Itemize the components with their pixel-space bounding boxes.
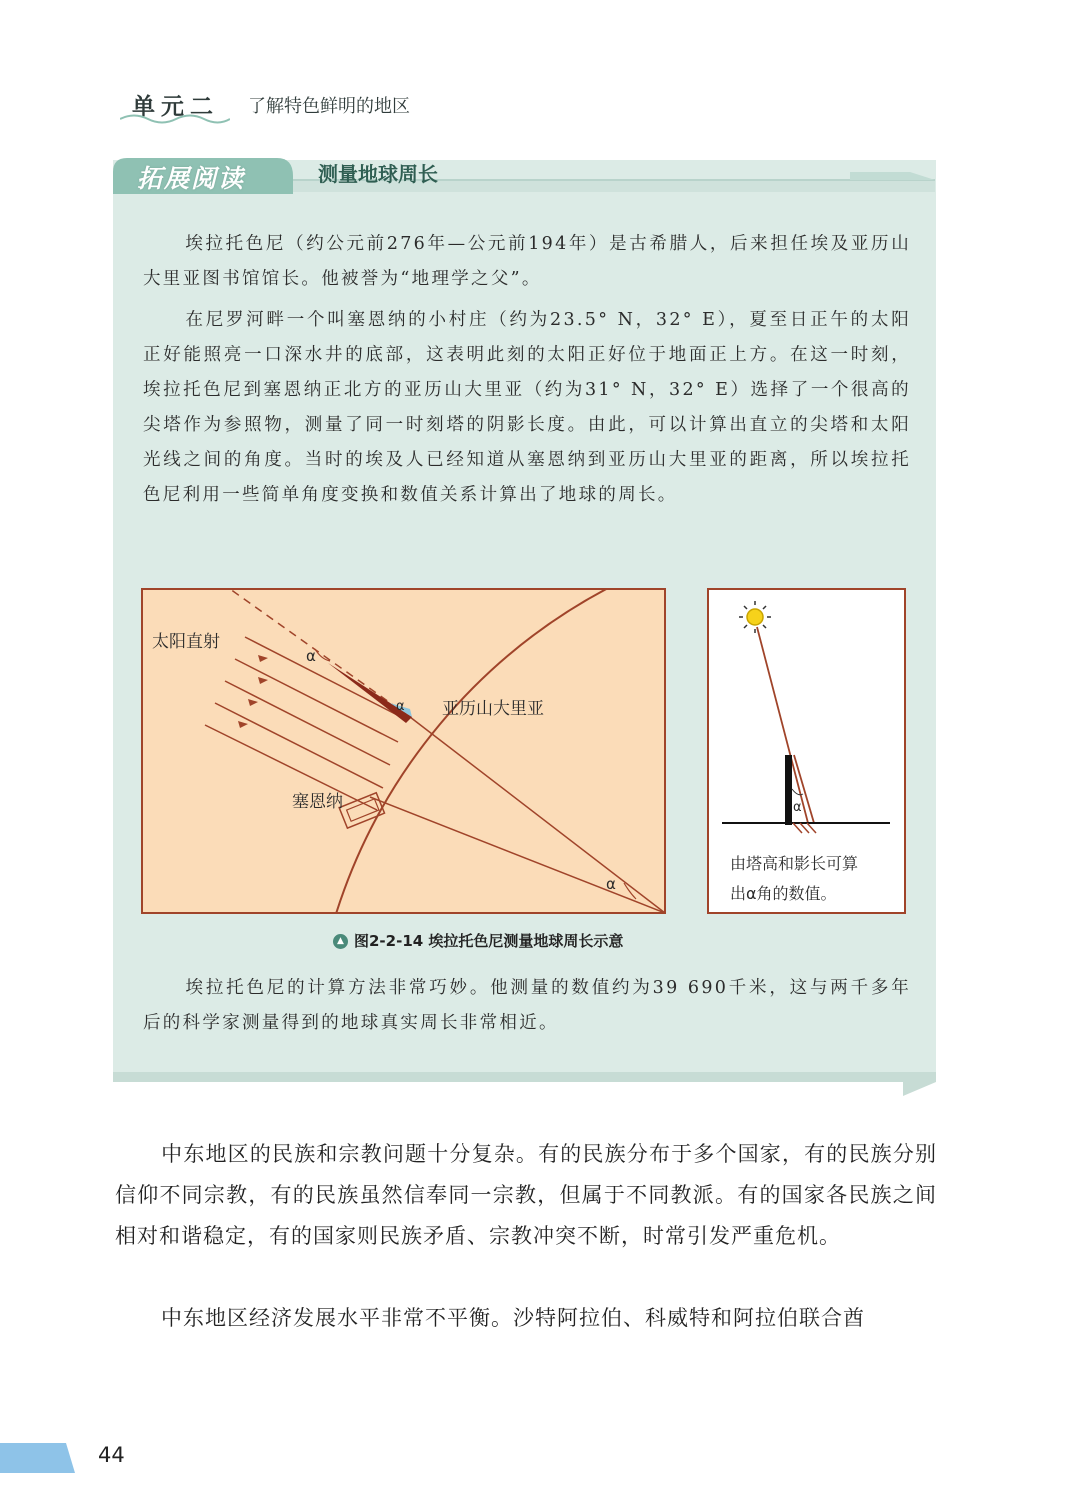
alpha-label-center: α [606,875,616,893]
unit-label: 单元二 [132,94,219,120]
page-number: 44 [98,1443,125,1467]
alpha-label-tower: α [396,699,405,714]
side-note-line-1: 由塔高和影长可算 [730,854,859,873]
figure-caption: ▲ 图2-2-14 埃拉托色尼测量地球周长示意 [333,930,623,951]
box-bottom-strip [113,1072,936,1098]
reading-tab-label: 拓展阅读 [137,164,246,193]
eratosthenes-figure [140,587,910,917]
body-paragraph-2: 中东地区经济发展水平非常不平衡。沙特阿拉伯、科威特和阿拉伯联合酋 [161,1306,865,1330]
unit-title: 了解特色鲜明的地区 [248,96,410,117]
alpha-label-top: α [306,647,316,665]
tower-detail-icon [785,755,792,825]
page-number-bar [0,1443,75,1473]
side-note-line-2: 出α角的数值。 [730,884,837,903]
alpha-label-detail: α [793,800,802,815]
reading-paragraph-2: 在尼罗河畔一个叫塞恩纳的小村庄（约为23.5° N，32° E），夏至日正午的太阳正好能照亮一口深水井的底部，这表明此刻的太阳正好位于地面正上方。在这一时刻，埃拉托色尼到塞恩纳正北方的亚历山大里亚（约为31° N，32° E）选择了一个很高的尖塔作为参照物，测量了同一时刻塔的阴影长度。由此，可以计算出直立的尖塔和太阳光线之间的角度。当时的埃及人已经知道从塞恩纳到亚历山大里亚的距离，所以埃拉托色尼利用一些简单角度变换和数值关系计算出了地球的周长。 [143,310,911,505]
wave-decoration-icon [120,112,230,126]
unit-header [120,84,520,134]
label-syene: 塞恩纳 [292,792,343,812]
reading-closing: 埃拉托色尼的计算方法非常巧妙。他测量的数值约为39 690千米，这与两千多年后的科学家测量得到的地球真实周长非常相近。 [143,978,911,1033]
main-diagram-panel [142,589,665,913]
reading-paragraph-1: 埃拉托色尼（约公元前276年—公元前194年）是古希腊人，后来担任埃及亚历山大里亚图书馆馆长。他被誉为“地理学之父”。 [143,234,911,289]
caption-triangle-icon: ▲ [333,934,348,949]
figure-svg [140,587,910,917]
label-sun-rays: 太阳直射 [152,632,220,652]
label-alexandria: 亚历山大里亚 [442,699,544,719]
reading-title: 测量地球周长 [318,162,438,186]
body-paragraph-1: 中东地区的民族和宗教问题十分复杂。有的民族分布于多个国家，有的民族分别信仰不同宗教，有的民族虽然信奉同一宗教，但属于不同教派。有的国家各民族之间相对和谐稳定，有的国家则民族矛盾、宗教冲突不断，时常引发严重危机。 [115,1142,937,1248]
